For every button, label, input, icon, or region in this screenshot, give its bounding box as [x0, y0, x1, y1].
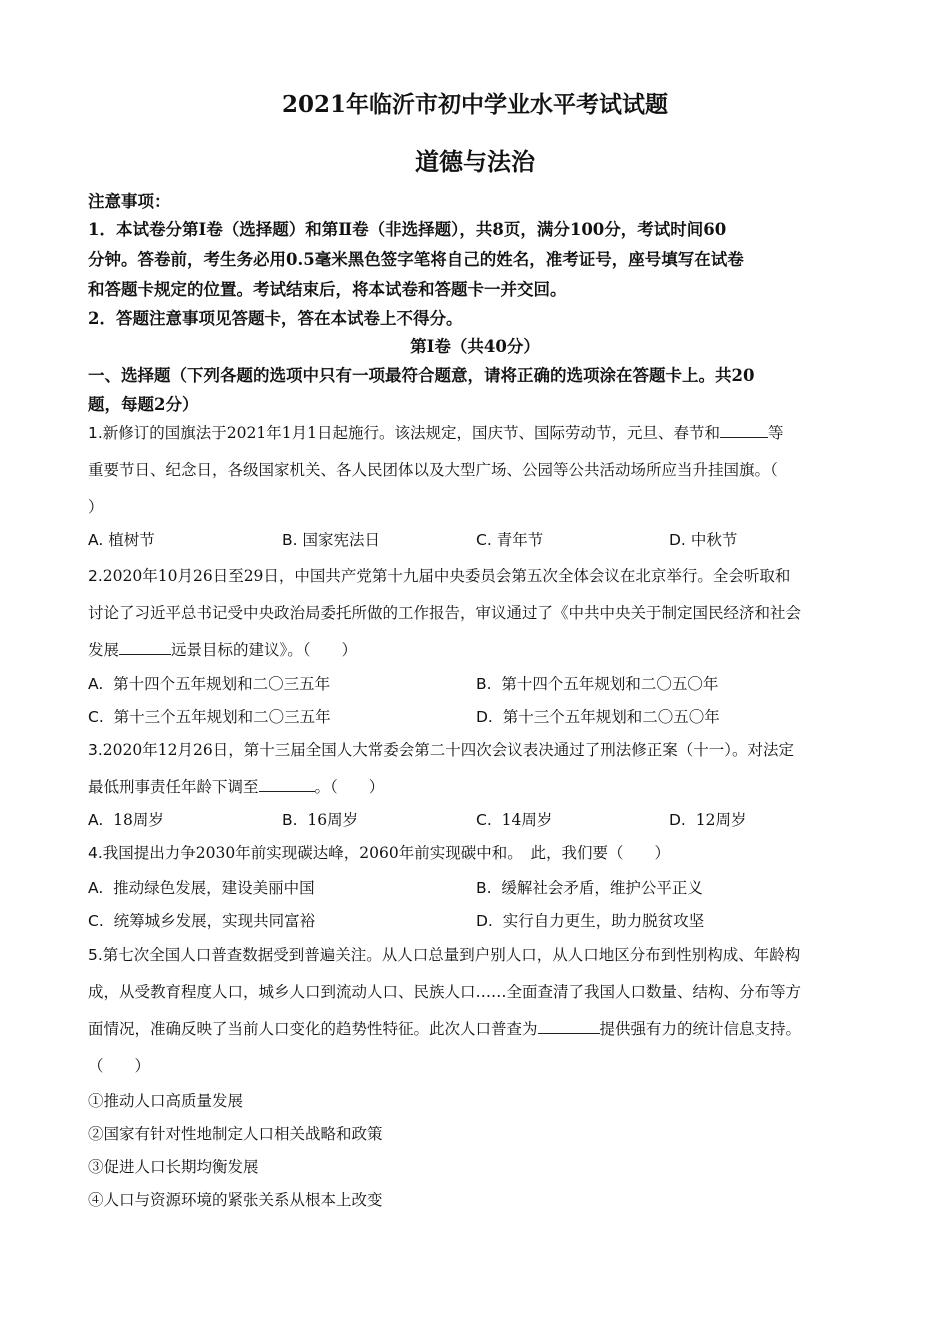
option-b: B. 缓解社会矛盾，维护公平正义 [476, 879, 703, 897]
option-b: B. 16周岁 [282, 811, 359, 829]
option-d: D. 12周岁 [669, 811, 747, 829]
question-1-line: ） [88, 498, 104, 516]
notice-heading: 注意事项： [88, 192, 171, 211]
statement-item: ①推动人口高质量发展 [88, 1092, 244, 1110]
option-b: B. 第十四个五年规划和二〇五〇年 [476, 675, 719, 693]
option-a: A. 18周岁 [88, 811, 164, 829]
question-3-line: 最低刑事责任年龄下调至 。（ ） [88, 778, 385, 796]
question-number: 3. [88, 741, 103, 759]
question-number: 2. [88, 567, 103, 585]
option-d: D. 中秋节 [669, 531, 738, 549]
question-5-line: 面情况，准确反映了当前人口变化的趋势性特征。此次人口普查为 提供强有力的统计信息支持。 [88, 1020, 802, 1038]
question-5-line: 5.第七次全国人口普查数据受到普遍关注。从人口总量到户别人口，从人口地区分布到性别构成、年龄构 [88, 946, 801, 964]
notice-line: 1．本试卷分第Ⅰ卷（选择题）和第Ⅱ卷（非选择题），共8页，满分100分，考试时间60 [88, 220, 727, 239]
option-a: A. 推动绿色发展，建设美丽中国 [88, 879, 315, 897]
answer-blank [538, 1018, 600, 1034]
section-instruction: 题，每题2分） [88, 395, 199, 414]
option-c: C. 第十三个五年规划和二〇三五年 [88, 708, 331, 726]
option-b: B. 国家宪法日 [282, 531, 381, 549]
exam-title: 2021年临沂市初中学业水平考试试题 [281, 91, 668, 118]
volume-heading: 第Ⅰ卷（共40分） [410, 337, 540, 356]
notice-line: 分钟。答卷前，考生务必用0.5毫米黑色签字笔将自己的姓名，准考证号，座号填写在试卷 [88, 250, 744, 269]
option-a: A. 第十四个五年规划和二〇三五年 [88, 675, 331, 693]
statement-item: ④人口与资源环境的紧张关系从根本上改变 [88, 1191, 383, 1209]
question-5-line: 成，从受教育程度人口，城乡人口到流动人口、民族人口……全面查清了我国人口数量、结构、分布等方 [88, 983, 802, 1001]
option-c: C. 青年节 [476, 531, 544, 549]
statement-item: ②国家有针对性地制定人口相关战略和政策 [88, 1125, 383, 1143]
answer-blank [119, 639, 171, 655]
question-5-line: （ ） [88, 1057, 151, 1075]
option-d: D. 第十三个五年规划和二〇五〇年 [476, 708, 720, 726]
question-1-line: 1.新修订的国旗法于2021年1月1日起施行。该法规定，国庆节、国际劳动节，元旦、春节和 等 [88, 424, 784, 442]
question-3-line: 3.2020年12月26日，第十三届全国人大常委会第二十四次会议表决通过了刑法修正案（十一）。对法定 [88, 741, 794, 759]
option-a: A. 植树节 [88, 531, 155, 549]
question-number: 5. [88, 946, 103, 964]
statement-item: ③促进人口长期均衡发展 [88, 1158, 259, 1176]
option-c: C. 14周岁 [476, 811, 553, 829]
option-d: D. 实行自力更生，助力脱贫攻坚 [476, 912, 705, 930]
question-4-line: 4.我国提出力争2030年前实现碳达峰，2060年前实现碳中和。 此，我们要（ ） [88, 844, 670, 862]
answer-blank [259, 776, 315, 792]
question-1-line: 重要节日、纪念日，各级国家机关、各人民团体以及大型广场、公园等公共活动场所应当升挂国旗。（ [88, 461, 778, 479]
notice-line: 和答题卡规定的位置。考试结束后，将本试卷和答题卡一并交回。 [88, 280, 567, 299]
question-2-line: 讨论了习近平总书记受中央政治局委托所做的工作报告，审议通过了《中共中央关于制定国民经济和社会 [88, 604, 802, 622]
question-2-line: 发展 远景目标的建议》。（ ） [88, 641, 358, 659]
notice-line: 2．答题注意事项见答题卡，答在本试卷上不得分。 [88, 309, 463, 328]
section-instruction: 一、选择题（下列各题的选项中只有一项最符合题意，请将正确的选项涂在答题卡上。共20 [88, 366, 755, 385]
answer-blank [720, 422, 768, 438]
question-2-line: 2.2020年10月26日至29日，中国共产党第十九届中央委员会第五次全体会议在北京举行。全会听取和 [88, 567, 791, 585]
option-c: C. 统筹城乡发展，实现共同富裕 [88, 912, 316, 930]
subject-title: 道德与法治 [415, 147, 535, 176]
question-number: 4. [88, 844, 103, 862]
question-number: 1. [88, 424, 103, 442]
